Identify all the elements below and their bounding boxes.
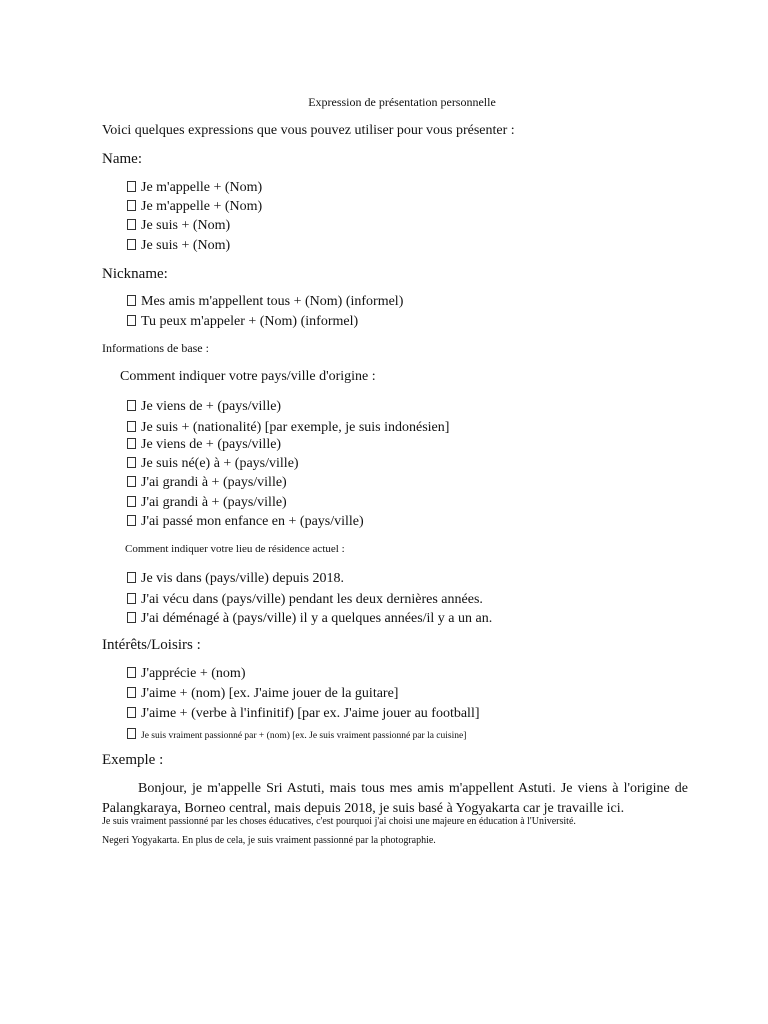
checkbox-glyph-icon (127, 687, 136, 698)
list-item: J'ai grandi à + (pays/ville) (127, 475, 287, 491)
example-paragraph: Bonjour, je m'appelle Sri Astuti, mais tous mes amis m'appellent Astuti. Je viens à l'origine de Palangkaraya, Borneo central, mais depuis 2018, je suis basé à Yogyakarta car je travaille ici. (102, 781, 688, 816)
checkbox-glyph-icon (127, 200, 136, 211)
list-item: J'aime + (verbe à l'infinitif) [par ex. J'aime jouer au football] (127, 706, 480, 722)
checkbox-glyph-icon (127, 612, 136, 623)
checkbox-glyph-icon (127, 400, 136, 411)
list-item: Je suis + (Nom) (127, 218, 230, 234)
list-item: Je viens de + (pays/ville) (127, 399, 281, 415)
checkbox-glyph-icon (127, 496, 136, 507)
checkbox-glyph-icon (127, 457, 136, 468)
list-item: Je viens de + (pays/ville) (127, 437, 281, 453)
list-item: Je vis dans (pays/ville) depuis 2018. (127, 571, 344, 587)
checkbox-glyph-icon (127, 421, 136, 432)
residence-heading: Comment indiquer votre lieu de résidence actuel : (125, 543, 345, 555)
list-item: J'apprécie + (nom) (127, 666, 246, 682)
checkbox-glyph-icon (127, 315, 136, 326)
checkbox-glyph-icon (127, 295, 136, 306)
example-line-2: Je suis vraiment passionné par les choses éducatives, c'est pourquoi j'ai choisi une majeure en éducation à l'Université. (102, 816, 576, 827)
list-item: Mes amis m'appellent tous + (Nom) (informel) (127, 294, 403, 310)
origin-heading: Comment indiquer votre pays/ville d'origine : (120, 369, 376, 384)
interests-heading: Intérêts/Loisirs : (102, 637, 201, 653)
intro-text: Voici quelques expressions que vous pouvez utiliser pour vous présenter : (102, 123, 515, 138)
list-item: J'ai grandi à + (pays/ville) (127, 495, 287, 511)
example-line-3: Negeri Yogyakarta. En plus de cela, je suis vraiment passionné par la photographie. (102, 835, 436, 846)
checkbox-glyph-icon (127, 572, 136, 583)
list-item: Je suis né(e) à + (pays/ville) (127, 456, 299, 472)
list-item: J'aime + (nom) [ex. J'aime jouer de la guitare] (127, 686, 398, 702)
nickname-heading: Nickname: (102, 266, 168, 282)
list-item: J'ai vécu dans (pays/ville) pendant les deux dernières années. (127, 592, 483, 608)
checkbox-glyph-icon (127, 181, 136, 192)
checkbox-glyph-icon (127, 728, 136, 739)
basic-info-heading: Informations de base : (102, 341, 209, 355)
list-item: Je suis vraiment passionné par + (nom) [ex. Je suis vraiment passionné par la cuisine] (127, 728, 466, 741)
checkbox-glyph-icon (127, 219, 136, 230)
checkbox-glyph-icon (127, 239, 136, 250)
document-title: Expression de présentation personnelle (308, 95, 496, 109)
checkbox-glyph-icon (127, 707, 136, 718)
checkbox-glyph-icon (127, 515, 136, 526)
checkbox-glyph-icon (127, 593, 136, 604)
list-item: J'ai déménagé à (pays/ville) il y a quelques années/il y a un an. (127, 611, 492, 627)
name-heading: Name: (102, 151, 142, 167)
list-item: Je suis + (nationalité) [par exemple, je suis indonésien] (127, 420, 449, 436)
list-item: Je suis + (Nom) (127, 238, 230, 254)
list-item: J'ai passé mon enfance en + (pays/ville) (127, 514, 364, 530)
checkbox-glyph-icon (127, 476, 136, 487)
list-item: Tu peux m'appeler + (Nom) (informel) (127, 314, 358, 330)
list-item: Je m'appelle + (Nom) (127, 199, 262, 215)
checkbox-glyph-icon (127, 438, 136, 449)
checkbox-glyph-icon (127, 667, 136, 678)
example-heading: Exemple : (102, 752, 164, 768)
list-item: Je m'appelle + (Nom) (127, 180, 262, 196)
